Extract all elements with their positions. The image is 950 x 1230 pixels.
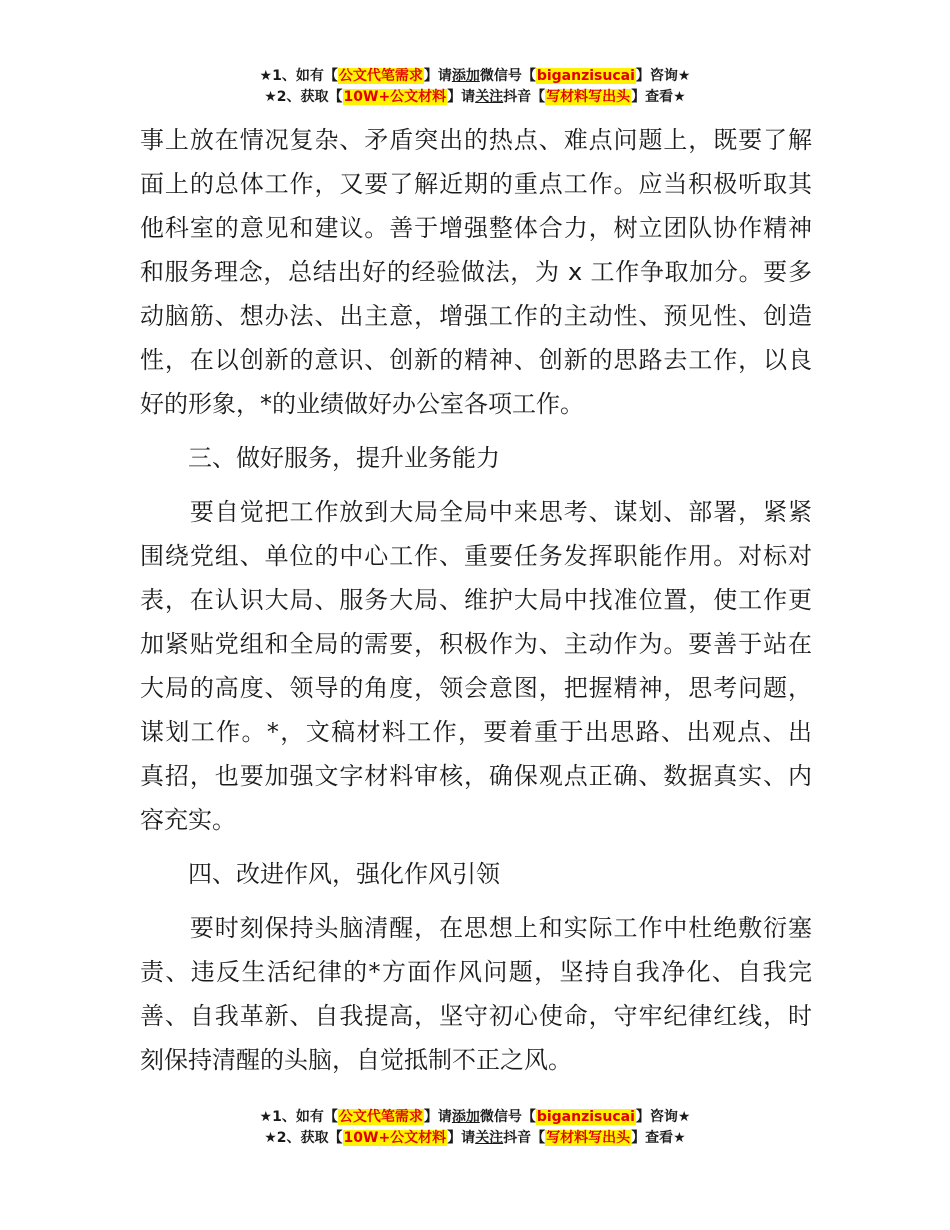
paragraph-line: 动脑筋、想办法、出主意，增强工作的主动性、预见性、创造: [140, 302, 812, 330]
paragraph-line: 大局的高度、领导的角度，领会意图，把握精神，思考问题，: [140, 674, 812, 702]
banner-highlight: 10W+公文材料: [343, 1130, 447, 1146]
banner-text: 微信号【: [479, 1109, 536, 1125]
paragraph-line: 和服务理念，总结出好的经验做法，为 x 工作争取加分。要多: [140, 258, 812, 286]
banner-underline: 添加: [451, 68, 480, 84]
paragraph-line: 责、违反生活纪律的*方面作风问题，坚持自我净化、自我完: [140, 958, 812, 986]
banner-underline: 关注: [475, 89, 504, 105]
paragraph-line: 表，在认识大局、服务大局、维护大局中找准位置，使工作更: [140, 586, 812, 614]
paragraph-line: 围绕党组、单位的中心工作、重要任务发挥职能作用。对标对: [140, 542, 812, 570]
banner-text: 】请: [447, 89, 476, 105]
paragraph-line: 事上放在情况复杂、矛盾突出的热点、难点问题上，既要了解: [140, 126, 812, 154]
banner-text: ★2、获取【: [264, 89, 343, 105]
banner-text: 抖音【: [503, 89, 546, 105]
banner-text: ★2、获取【: [264, 1130, 343, 1146]
banner-line-1: [0, 1107, 950, 1128]
banner-highlight: 公文代笔需求: [338, 1109, 423, 1125]
banner-wechat-id: biganzisucai: [536, 68, 635, 84]
banner-line-2: [0, 87, 950, 108]
banner-text: ★1、如有【: [259, 68, 338, 84]
banner-underline: 添加: [451, 1109, 480, 1125]
banner-highlight: 10W+公文材料: [343, 89, 447, 105]
banner-text: 】咨询★: [635, 1109, 691, 1125]
banner-text: 微信号【: [479, 68, 536, 84]
footer-banner: [0, 1107, 950, 1149]
banner-douyin-id: 写材料写出头: [546, 89, 631, 105]
banner-line-2: [0, 1128, 950, 1149]
banner-text: ★1、如有【: [259, 1109, 338, 1125]
banner-line-1: [0, 66, 950, 87]
paragraph-line: 要时刻保持头脑清醒，在思想上和实际工作中杜绝敷衍塞: [140, 914, 812, 942]
banner-highlight: 公文代笔需求: [338, 68, 423, 84]
banner-text: 】请: [447, 1130, 476, 1146]
paragraph-line: 好的形象，*的业绩做好办公室各项工作。: [140, 390, 584, 418]
banner-text: 】查看★: [631, 1130, 686, 1146]
paragraph-line: 谋划工作。*，文稿材料工作，要着重于出思路、出观点、出: [140, 718, 812, 746]
header-banner: [0, 66, 950, 108]
banner-douyin-id: 写材料写出头: [546, 1130, 631, 1146]
banner-text: 】咨询★: [635, 68, 691, 84]
banner-wechat-id: biganzisucai: [536, 1109, 635, 1125]
banner-text: 抖音【: [503, 1130, 546, 1146]
paragraph-line: 他科室的意见和建议。善于增强整体合力，树立团队协作精神: [140, 214, 812, 242]
paragraph-line: 要自觉把工作放到大局全局中来思考、谋划、部署，紧紧: [140, 498, 812, 526]
section-heading-4: 四、改进作风，强化作风引领: [188, 860, 500, 888]
paragraph-line: 刻保持清醒的头脑，自觉抵制不正之风。: [140, 1046, 572, 1074]
paragraph-line: 加紧贴党组和全局的需要，积极作为、主动作为。要善于站在: [140, 630, 812, 658]
section-heading-3: 三、做好服务，提升业务能力: [188, 444, 500, 472]
document-body: [140, 118, 812, 1082]
paragraph-line: 面上的总体工作，又要了解近期的重点工作。应当积极听取其: [140, 170, 812, 198]
paragraph-line: 性，在以创新的意识、创新的精神、创新的思路去工作，以良: [140, 346, 812, 374]
banner-text: 】请: [423, 68, 452, 84]
banner-text: 】查看★: [631, 89, 686, 105]
banner-text: 】请: [423, 1109, 452, 1125]
paragraph-line: 容充实。: [140, 806, 236, 834]
paragraph-line: 真招，也要加强文字材料审核，确保观点正确、数据真实、内: [140, 762, 812, 790]
paragraph-line: 善、自我革新、自我提高，坚守初心使命，守牢纪律红线，时: [140, 1002, 812, 1030]
banner-underline: 关注: [475, 1130, 504, 1146]
